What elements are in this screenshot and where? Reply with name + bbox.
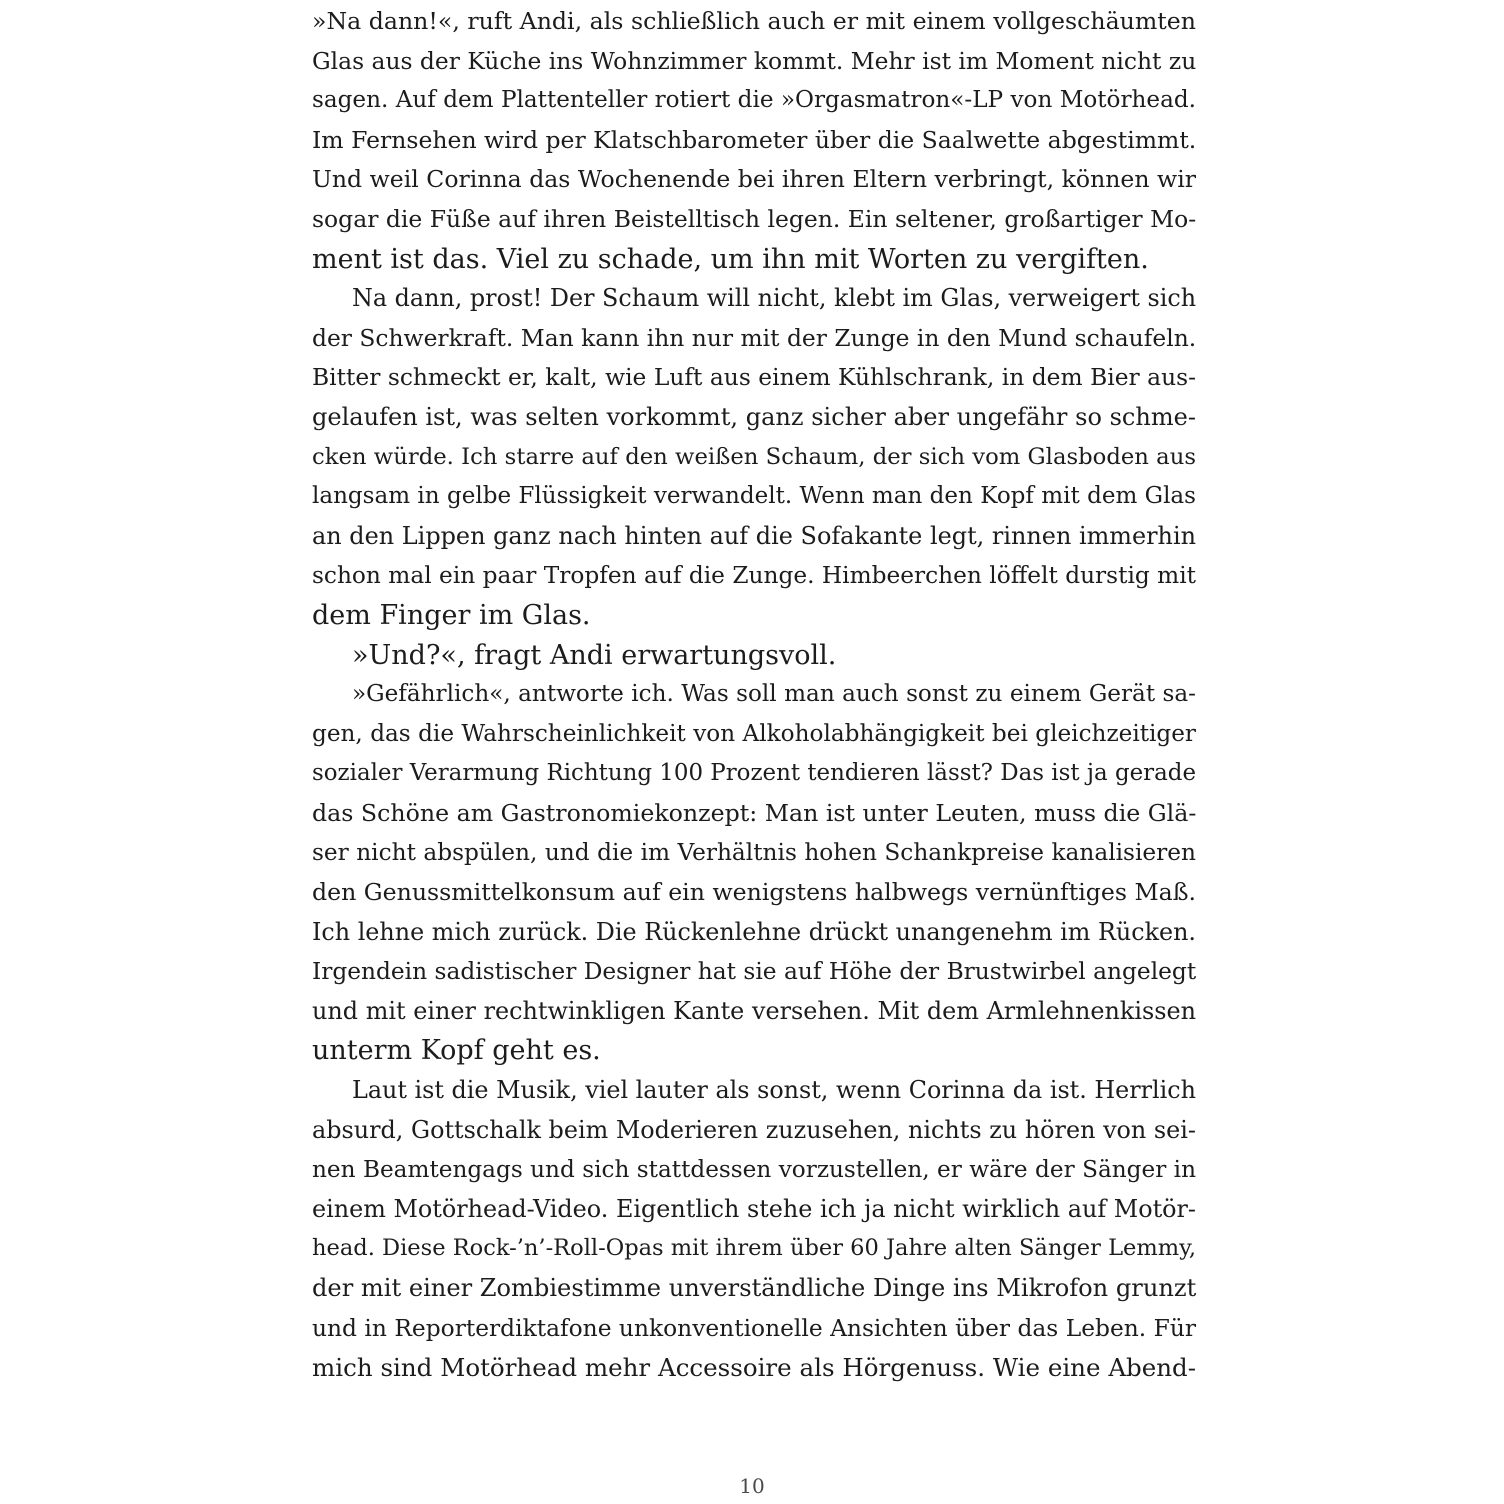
- text-line: cken würde. Ich starre auf den weißen Schaum, der sich vom Glasboden aus: [312, 443, 1196, 470]
- text-line: »Und?«, fragt Andi erwartungsvoll.: [352, 639, 837, 671]
- text-line: ser nicht abspülen, und die im Verhältnis hohen Schankpreise kanalisieren: [312, 839, 1196, 867]
- text-line: sagen. Auf dem Plattenteller rotiert die »Orgasmatron«-LP von Motörhead.: [312, 87, 1196, 114]
- text-line: einem Motörhead-Video. Eigentlich stehe ich ja nicht wirklich auf Motör-: [312, 1194, 1196, 1223]
- text-line: der Schwerkraft. Man kann ihn nur mit der Zunge in den Mund schaufeln.: [312, 323, 1197, 352]
- text-line: Laut ist die Musik, viel lauter als sonst, wenn Corinna da ist. Herrlich: [352, 1076, 1196, 1105]
- text-line: head. Diese Rock-’n’-Roll-Opas mit ihrem über 60 Jahre alten Sänger Lemmy,: [312, 1235, 1196, 1262]
- paragraph: [312, 1071, 1196, 1388]
- text-line: Ich lehne mich zurück. Die Rückenlehne drückt unangenehm im Rücken.: [312, 917, 1196, 946]
- text-line: und mit einer rechtwinkligen Kante versehen. Mit dem Armlehnenkissen: [312, 996, 1196, 1025]
- text-line: »Na dann!«, ruft Andi, als schließlich auch er mit einem vollgeschäumten: [312, 7, 1196, 35]
- text-line: gelaufen ist, was selten vorkommt, ganz sicher aber ungefähr so schme-: [312, 402, 1196, 431]
- text-line: und in Reporterdiktafone unkonventionelle Ansichten über das Leben. Für: [312, 1313, 1196, 1342]
- paragraph: [312, 636, 1196, 676]
- text-line: »Gefährlich«, antworte ich. Was soll man auch sonst zu einem Gerät sa-: [352, 681, 1196, 708]
- text-line: sogar die Füße auf ihren Beistelltisch legen. Ein seltener, großartiger Mo-: [312, 204, 1197, 233]
- text-line: absurd, Gottschalk beim Moderieren zuzusehen, nichts zu hören von sei-: [312, 1115, 1196, 1144]
- text-line: dem Finger im Glas.: [312, 599, 591, 631]
- text-line: Und weil Corinna das Wochenende bei ihren Eltern verbringt, können wir: [312, 165, 1196, 194]
- text-line: sozialer Verarmung Richtung 100 Prozent tendieren lässt? Das ist ja gerade: [312, 760, 1196, 787]
- text-line: den Genussmittelkonsum auf ein wenigstens halbwegs vernünftiges Maß.: [312, 878, 1196, 907]
- text-line: nen Beamtengags und sich stattdessen vorzustellen, er wäre der Sänger in: [312, 1156, 1196, 1184]
- text-line: der mit einer Zombiestimme unverständliche Dinge ins Mikrofon grunzt: [312, 1274, 1197, 1302]
- body-text: [312, 2, 1196, 1388]
- text-line: an den Lippen ganz nach hinten auf die Sofakante legt, rinnen immerhin: [312, 521, 1196, 550]
- paragraph: [312, 2, 1196, 279]
- text-line: unterm Kopf geht es.: [312, 1035, 601, 1067]
- text-line: gen, das die Wahrscheinlichkeit von Alkoholabhängigkeit bei gleichzeitiger: [312, 720, 1196, 747]
- text-line: Na dann, prost! Der Schaum will nicht, klebt im Glas, verweigert sich: [352, 284, 1197, 313]
- text-line: Irgendein sadistischer Designer hat sie auf Höhe der Brustwirbel angelegt: [312, 958, 1197, 986]
- text-line: das Schöne am Gastronomiekonzept: Man ist unter Leuten, muss die Glä-: [312, 798, 1197, 827]
- text-line: mich sind Motörhead mehr Accessoire als Hörgenuss. Wie eine Abend-: [312, 1353, 1196, 1383]
- text-line: Im Fernsehen wird per Klatschbarometer über die Saalwette abgestimmt.: [312, 125, 1197, 154]
- text-line: Glas aus der Küche ins Wohnzimmer kommt. Mehr ist im Moment nicht zu: [312, 46, 1197, 75]
- text-line: ment ist das. Viel zu schade, um ihn mit Worten zu vergiften.: [312, 243, 1149, 275]
- text-line: Bitter schmeckt er, kalt, wie Luft aus einem Kühlschrank, in dem Bier aus-: [312, 363, 1196, 392]
- text-line: schon mal ein paar Tropfen auf die Zunge. Himbeerchen löffelt durstig mit: [312, 562, 1196, 590]
- paragraph: [312, 675, 1196, 1071]
- text-line: langsam in gelbe Flüssigkeit verwandelt. Wenn man den Kopf mit dem Glas: [312, 483, 1196, 510]
- paragraph: [312, 279, 1196, 635]
- page-number: 10: [739, 1474, 765, 1498]
